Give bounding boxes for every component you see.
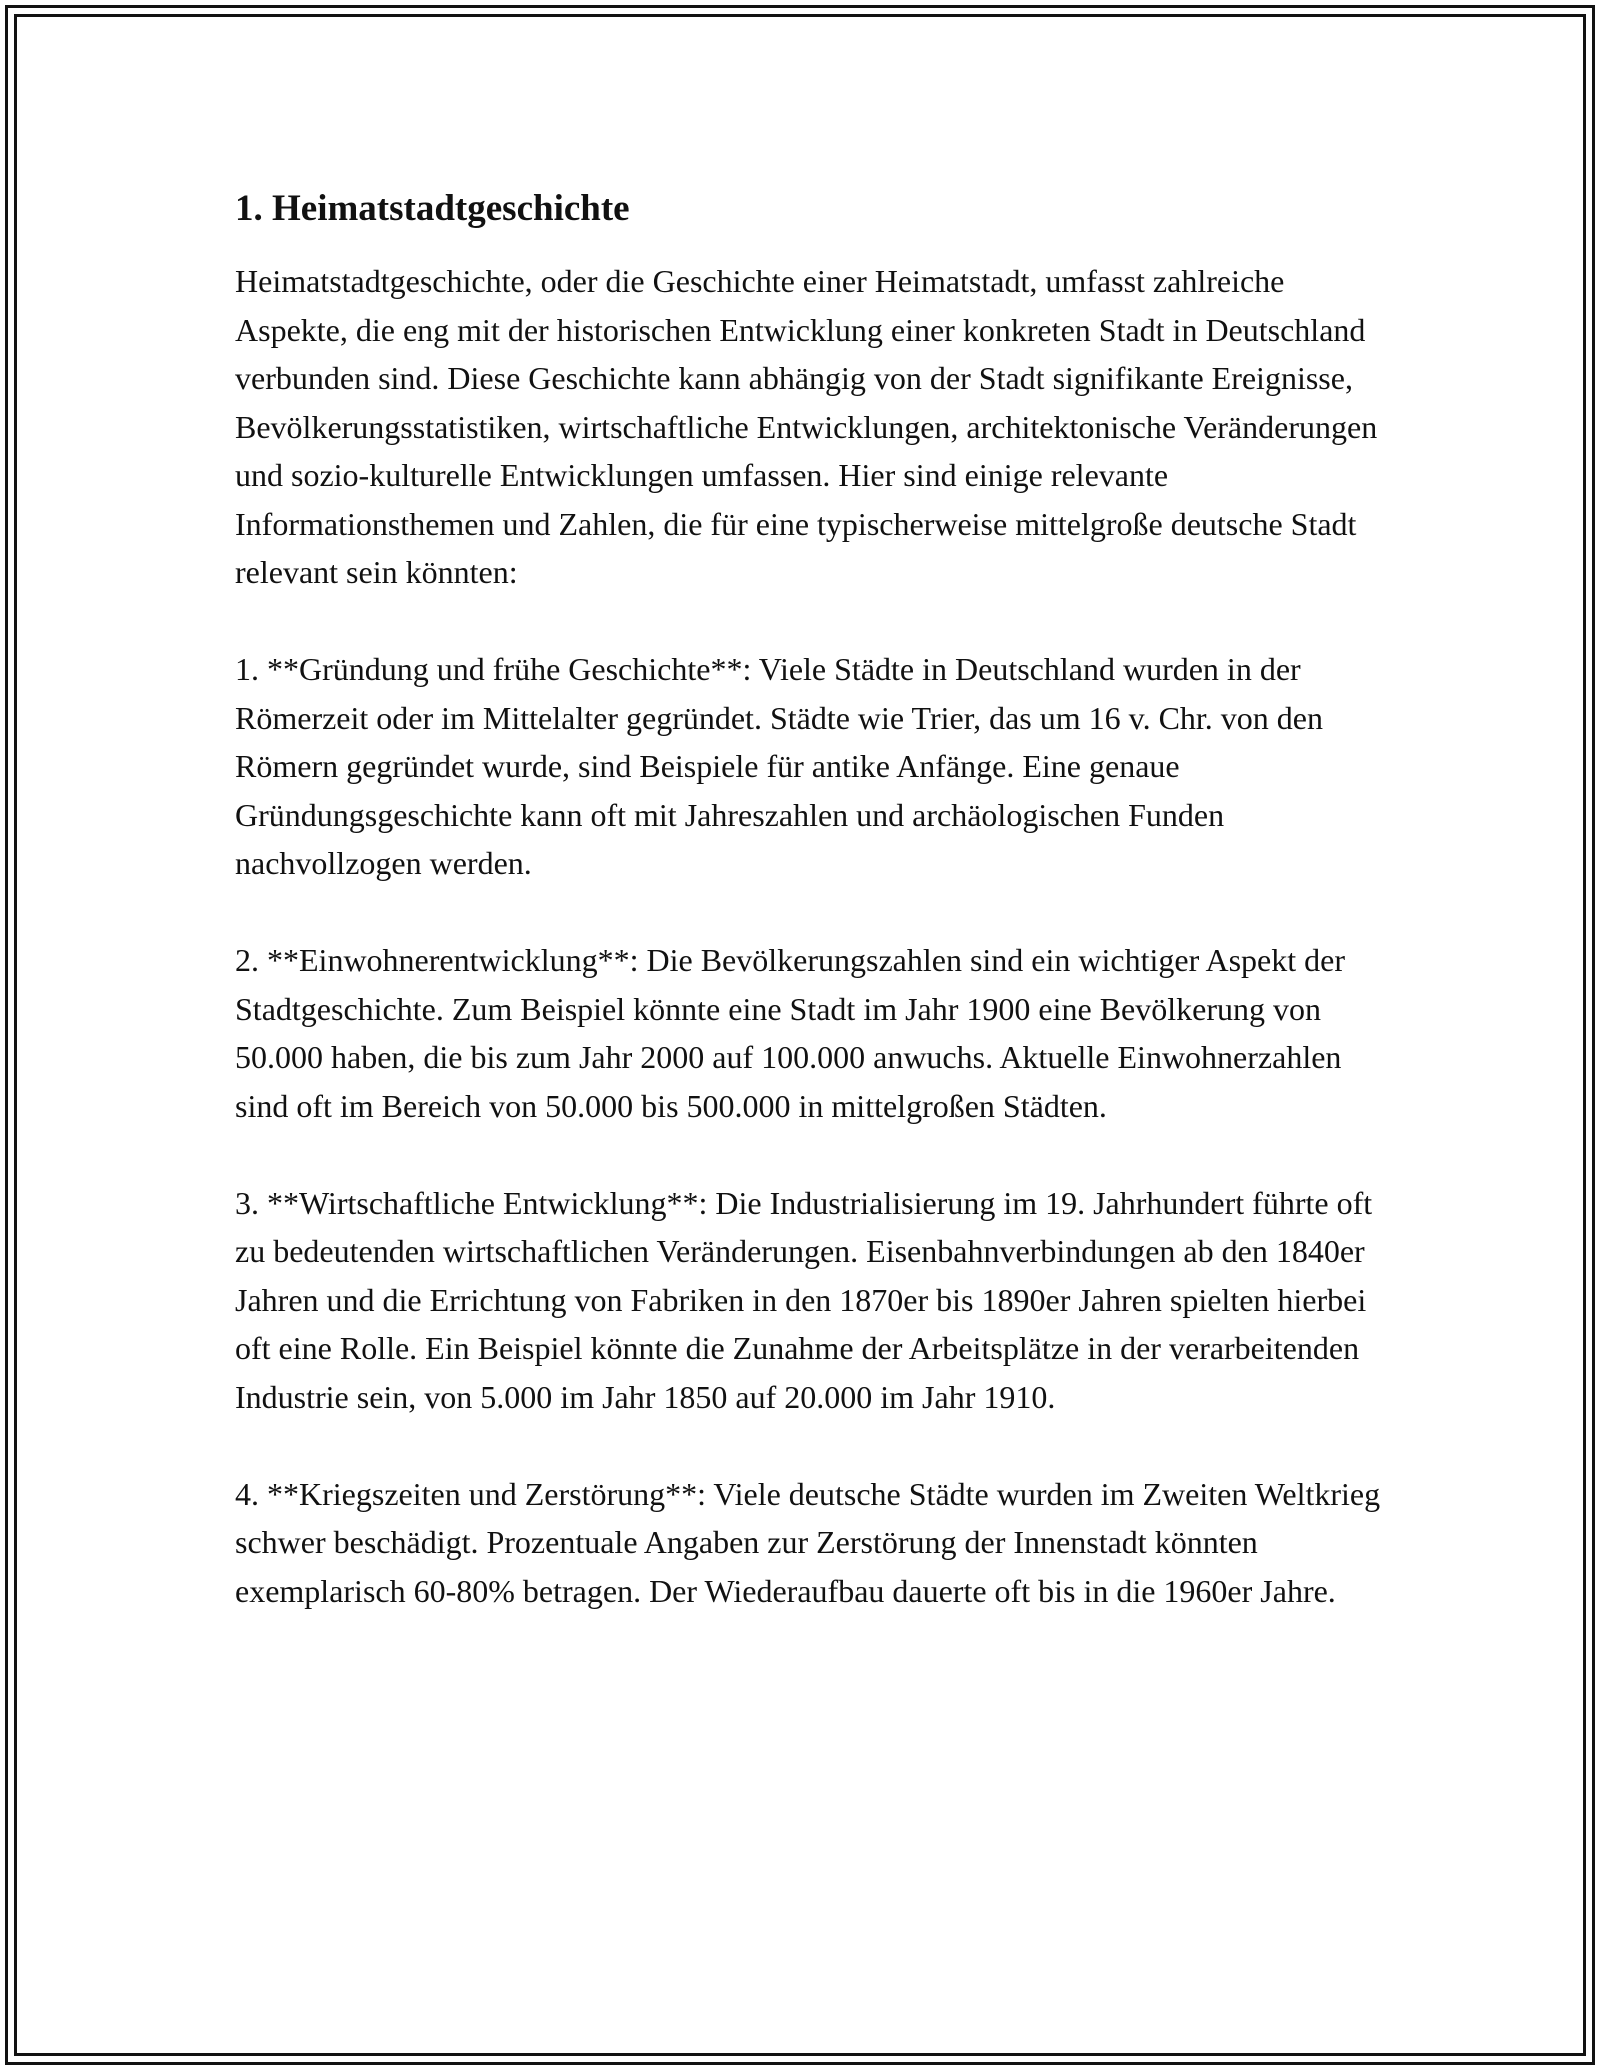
document-body [235,185,1395,1664]
section-economy-paragraph: 3. **Wirtschaftliche Entwicklung**: Die Industrialisierung im 19. Jahrhundert führte oft zu bedeutenden wirtschaftlichen Veränderungen. Eisenbahnverbindungen ab den 1840er Jahren und die Errichtung von Fabriken in den 1870er bis 1890er Jahren spielten hierbei oft eine Rolle. Ein Beispiel könnte die Zunahme der Arbeitsplätze in der verarbeitenden Industrie sein, von 5.000 im Jahr 1850 auf 20.000 im Jahr 1910. [235,1184,1373,1415]
section-war-paragraph: 4. **Kriegszeiten und Zerstörung**: Viele deutsche Städte wurden im Zweiten Weltkrieg schwer beschädigt. Prozentuale Angaben zur Zerstörung der Innenstadt könnten exemplarisch 60-80% betragen. Der Wiederaufbau dauerte oft bis in die 1960er Jahre. [235,1475,1381,1609]
page-title: 1. Heimatstadtgeschichte [235,188,630,229]
intro-paragraph: Heimatstadtgeschichte, oder die Geschichte einer Heimatstadt, umfasst zahlreiche Aspekte, die eng mit der historischen Entwicklung einer konkreten Stadt in Deutschland verbunden sind. Diese Geschichte kann abhängig von der Stadt signifikante Ereignisse, Bevölkerungsstatistiken, wirtschaftliche Entwicklungen, architektonische Veränderungen und sozio-kulturelle Entwicklungen umfassen. Hier sind einige relevante Informationsthemen und Zahlen, die für eine typischerweise mittelgroße deutsche Stadt relevant sein könnten: [235,263,1378,590]
section-founding-paragraph: 1. **Gründung und frühe Geschichte**: Viele Städte in Deutschland wurden in der Römerzeit oder im Mittelalter gegründet. Städte wie Trier, das um 16 v. Chr. von den Römern gegründet wurde, sind Beispiele für antike Anfänge. Eine genaue Gründungsgeschichte kann oft mit Jahreszahlen und archäologischen Funden nachvollzogen werden. [235,651,1323,881]
section-population-paragraph: 2. **Einwohnerentwicklung**: Die Bevölkerungszahlen sind ein wichtiger Aspekt der Stadtgeschichte. Zum Beispiel könnte eine Stadt im Jahr 1900 eine Bevölkerung von 50.000 haben, die bis zum Jahr 2000 auf 100.000 anwuchs. Aktuelle Einwohnerzahlen sind oft im Bereich von 50.000 bis 500.000 in mittelgroßen Städten. [235,942,1345,1124]
